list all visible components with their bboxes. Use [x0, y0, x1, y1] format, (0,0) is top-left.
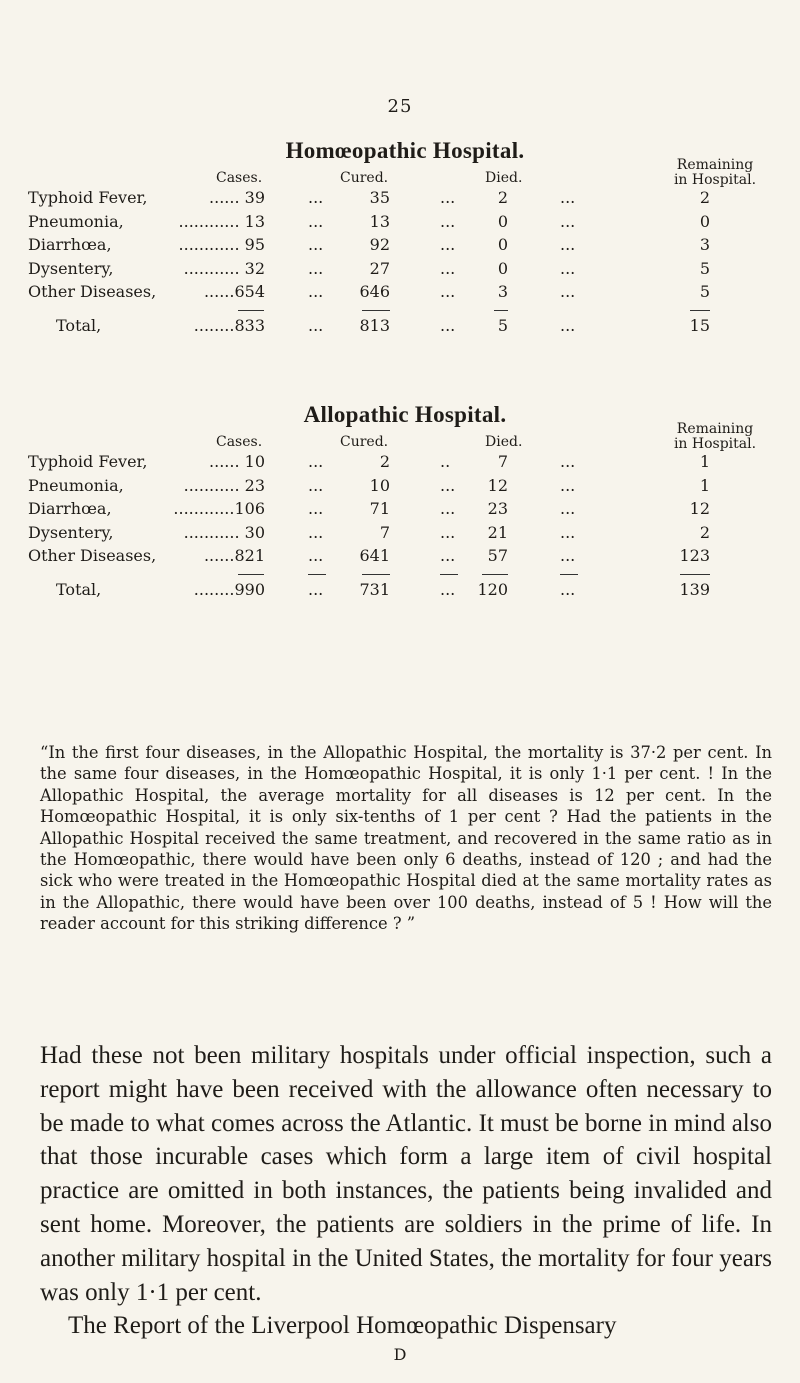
cases-header: Cases.: [216, 170, 263, 186]
row-remaining: 1: [699, 475, 710, 495]
row-died: 57: [487, 546, 508, 565]
died-header: Died.: [485, 170, 523, 186]
column-headers: [40, 421, 770, 452]
total-remaining: 15: [689, 315, 710, 335]
quote-paragraph: “In the first four diseases, in the Allopathic Hospital, the mortality is 37·2 per cent. In the same four diseases, in the Homœopathic Hospital, it is only 1·1 per cent. ! In the Allopathic Hospital, the average mortality for all diseases is 12 per cent. In the Homœopathic Hospital, it is only six-tenths of 1 per cent ? Had the patients in the Allopathic Hospital received the same treatment, and recovered in the same ratio as in the Homœopathic, there would have been only 6 deaths, instead of 120 ; and had the sick who were treated in the Homœopathic Hospital died at the same mortality rates as in the Allopathic, there would have been over 100 deaths, instead of 5 ! How will the reader account for this striking difference ? ”: [40, 743, 772, 934]
total-cured: 813: [359, 315, 390, 335]
table-row: Diarrhœa, ............ 95 ... 92 ... 0 ... 3: [28, 235, 710, 254]
table-row: Diarrhœa, ............106 ... 71 ... 23 ... 12: [28, 499, 710, 518]
row-cases: ............ 95: [178, 235, 265, 254]
row-cured: 2: [379, 452, 390, 471]
row-label: Dysentery,: [28, 522, 114, 542]
died-header: Died.: [485, 434, 523, 450]
row-label: Pneumonia,: [28, 475, 124, 495]
row-label: Other Diseases,: [28, 546, 157, 565]
table-title: Homœopathic Hospital.: [285, 138, 525, 163]
homoeopathic-table: [28, 138, 770, 339]
row-remaining: 5: [699, 282, 710, 301]
row-remaining: 123: [679, 546, 710, 565]
remaining-header-line2: in Hospital.: [673, 172, 757, 188]
row-cases: ............106: [173, 499, 265, 518]
total-remaining: 139: [679, 579, 710, 599]
cases-header: Cases.: [216, 434, 263, 450]
row-cured: 27: [369, 258, 390, 278]
row-cured: 71: [369, 499, 390, 518]
row-label: Pneumonia,: [28, 211, 124, 231]
row-label: Diarrhœa,: [28, 499, 112, 518]
total-died: 5: [497, 315, 508, 335]
remaining-header: [655, 158, 775, 188]
row-cured: 7: [379, 522, 390, 542]
row-died: 7: [497, 452, 508, 471]
remaining-header-line1: Remaining: [676, 157, 754, 173]
table-title: Allopathic Hospital.: [303, 402, 507, 427]
row-remaining: 2: [699, 522, 710, 542]
total-rules: [40, 306, 770, 316]
table-row: Other Diseases, ......821 ... 641 ... 57 ... 123: [28, 546, 710, 565]
row-remaining: 0: [699, 211, 710, 231]
remaining-header-line1: Remaining: [676, 421, 754, 437]
table-row: Typhoid Fever, ...... 10 ... 2 .. 7 ... 1: [28, 452, 710, 471]
row-died: 12: [487, 475, 508, 495]
row-cases: ............ 13: [178, 211, 265, 231]
total-row: Total, ........833 ... 813 ... 5 ... 15: [40, 316, 770, 340]
row-remaining: 3: [699, 235, 710, 254]
row-cured: 10: [369, 475, 390, 495]
row-cases: ........... 30: [183, 522, 265, 542]
row-cured: 641: [359, 546, 390, 565]
row-remaining: 1: [699, 452, 710, 471]
table-row: Dysentery, ........... 30 ... 7 ... 21 ... 2: [28, 522, 710, 542]
row-died: 2: [497, 188, 508, 207]
total-row: Total, ........990 ... 731 ... 120 ... 139: [40, 580, 770, 604]
table-row: Other Diseases, ......654 ... 646 ... 3 ... 5: [28, 282, 710, 301]
row-cured: 646: [359, 282, 390, 301]
total-cured: 731: [359, 579, 390, 599]
total-rules: [40, 570, 770, 580]
total-label: Total,: [56, 315, 102, 335]
row-cases: ......654: [203, 282, 265, 301]
signature-mark: D: [393, 1345, 407, 1364]
total-cases: ........833: [193, 315, 265, 335]
row-died: 3: [497, 282, 508, 301]
table-row: Typhoid Fever, ...... 39 ... 35 ... 2 ... 2: [28, 188, 710, 207]
row-remaining: 2: [699, 188, 710, 207]
cured-header: Cured.: [340, 434, 389, 450]
row-label: Other Diseases,: [28, 282, 157, 301]
row-cured: 13: [369, 211, 390, 231]
total-label: Total,: [56, 579, 102, 599]
row-died: 21: [487, 522, 508, 542]
row-died: 0: [497, 211, 508, 231]
total-died: 120: [477, 579, 508, 599]
remaining-header-line2: in Hospital.: [673, 436, 757, 452]
row-label: Diarrhœa,: [28, 235, 112, 254]
row-cases: ...... 39: [209, 188, 265, 207]
row-cured: 35: [369, 188, 390, 207]
row-died: 23: [487, 499, 508, 518]
page-number: 25: [387, 96, 413, 117]
main-paragraph: [40, 1039, 772, 1343]
row-label: Dysentery,: [28, 258, 114, 278]
row-died: 0: [497, 258, 508, 278]
last-line: The Report of the Liverpool Homœopathic Dispensary: [68, 1312, 617, 1340]
row-cases: ........... 23: [183, 475, 265, 495]
main-paragraph-text: Had these not been military hospitals under official inspection, such a report might have been received with the allowance often necessary to be made to what comes across the Atlantic. It must be borne in mind also that those incurable cases which form a large item of civil hospital practice are omitted in both instances, the patients being invalided and sent home. Moreover, the patients are soldiers in the prime of life. In another military hospital in the United States, the mortality for four years was only 1·1 per cent.: [40, 1042, 772, 1306]
remaining-header: [655, 422, 775, 452]
row-cases: ...... 10: [209, 452, 265, 471]
allopathic-table: [28, 402, 770, 603]
row-died: 0: [497, 235, 508, 254]
row-cured: 92: [369, 235, 390, 254]
row-remaining: 5: [699, 258, 710, 278]
table-row: Dysentery, ........... 32 ... 27 ... 0 ... 5: [28, 258, 710, 278]
table-row: Pneumonia, ............ 13 ... 13 ... 0 ... 0: [28, 211, 710, 231]
table-row: Pneumonia, ........... 23 ... 10 ... 12 ... 1: [28, 475, 710, 495]
row-label: Typhoid Fever,: [28, 188, 148, 207]
total-cases: ........990: [193, 579, 265, 599]
row-cases: ......821: [203, 546, 265, 565]
cured-header: Cured.: [340, 170, 389, 186]
row-cases: ........... 32: [183, 258, 265, 278]
row-remaining: 12: [689, 499, 710, 518]
column-headers: [40, 157, 770, 188]
row-label: Typhoid Fever,: [28, 452, 148, 471]
